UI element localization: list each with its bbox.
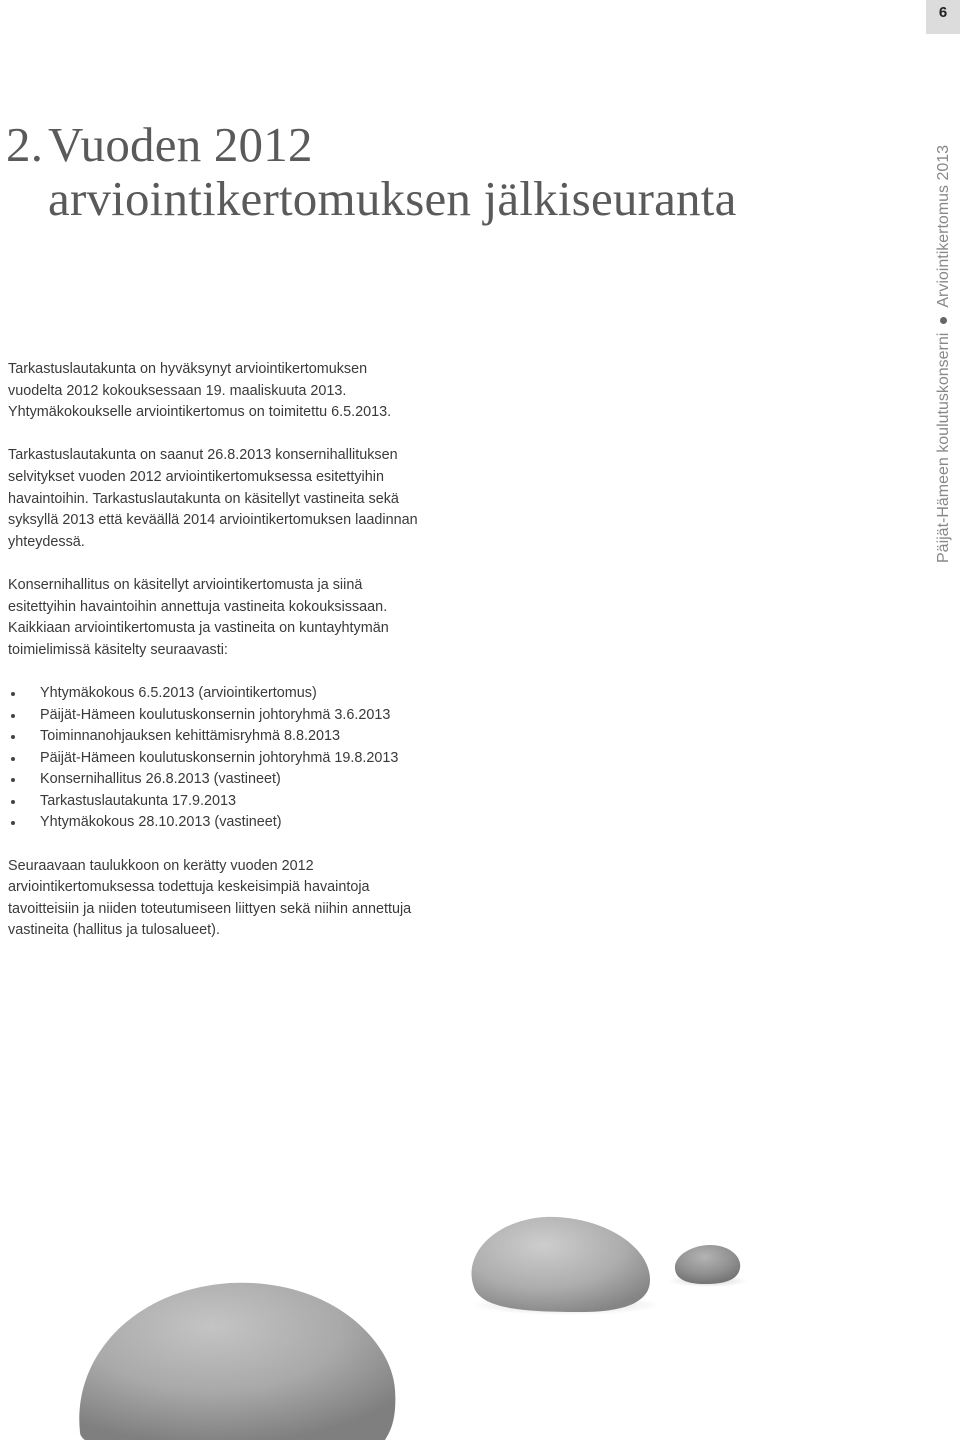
list-item: Tarkastuslautakunta 17.9.2013 [8,791,424,813]
list-item: Päijät-Hämeen koulutuskonsernin johtoryhmä 19.8.2013 [8,748,424,770]
list-item: Konsernihallitus 26.8.2013 (vastineet) [8,769,424,791]
side-left-text: Päijät-Hämeen koulutuskonserni [935,332,952,563]
page-title [6,118,737,226]
title-number: 2. [6,117,44,172]
title-line1: Vuoden 2012 [48,117,313,172]
processing-list [8,683,424,834]
mid-stone [471,1217,650,1312]
page-number: 6 [926,0,960,34]
paragraph-2: Tarkastuslautakunta on saanut 26.8.2013 konsernihallituksen selvitykset vuoden 2012 arviointikertomuksessa esitettyihin havaintoihin. Tarkastuslautakunta on käsitellyt vastineita sekä syksyllä 2013 että keväällä 2014 arviointikertomuksen laadinnan yhteydessä. [8,447,418,550]
main-content [8,359,424,964]
side-right-text: Arviointikertomus 2013 [935,144,952,308]
paragraph-3: Konsernihallitus on käsitellyt arviointikertomusta ja siinä esitettyihin havaintoihin annettuja vastineita kokouksissaan. Kaikkiaan arviointikertomusta ja vastineita on kuntayhtymän toimielimissä käsitelty seuraavasti: [8,576,389,658]
separator-dot-icon [940,317,947,324]
list-item: Yhtymäkokous 6.5.2013 (arviointikertomus) [8,683,424,705]
list-item: Päijät-Hämeen koulutuskonsernin johtoryhmä 3.6.2013 [8,705,424,727]
paragraph-4: Seuraavaan taulukkoon on kerätty vuoden 2012 arviointikertomuksessa todettuja keskeisimpiä havaintoja tavoitteisiin ja niiden toteutumiseen liittyen sekä niihin annettuja vastineita (hallitus ja tulosalueet). [8,857,412,939]
big-stone [79,1283,395,1440]
side-running-header [933,145,955,563]
list-item: Yhtymäkokous 28.10.2013 (vastineet) [8,812,424,834]
paragraph-1: Tarkastuslautakunta on hyväksynyt arviointikertomuksen vuodelta 2012 kokouksessaan 19. maaliskuuta 2013. Yhtymäkokoukselle arviointikertomus on toimitettu 6.5.2013. [8,361,392,421]
stones-image [0,1040,960,1440]
list-item: Toiminnanohjauksen kehittämisryhmä 8.8.2013 [8,726,424,748]
small-stone [675,1245,740,1284]
title-line2: arviointikertomuksen jälkiseuranta [48,171,737,226]
